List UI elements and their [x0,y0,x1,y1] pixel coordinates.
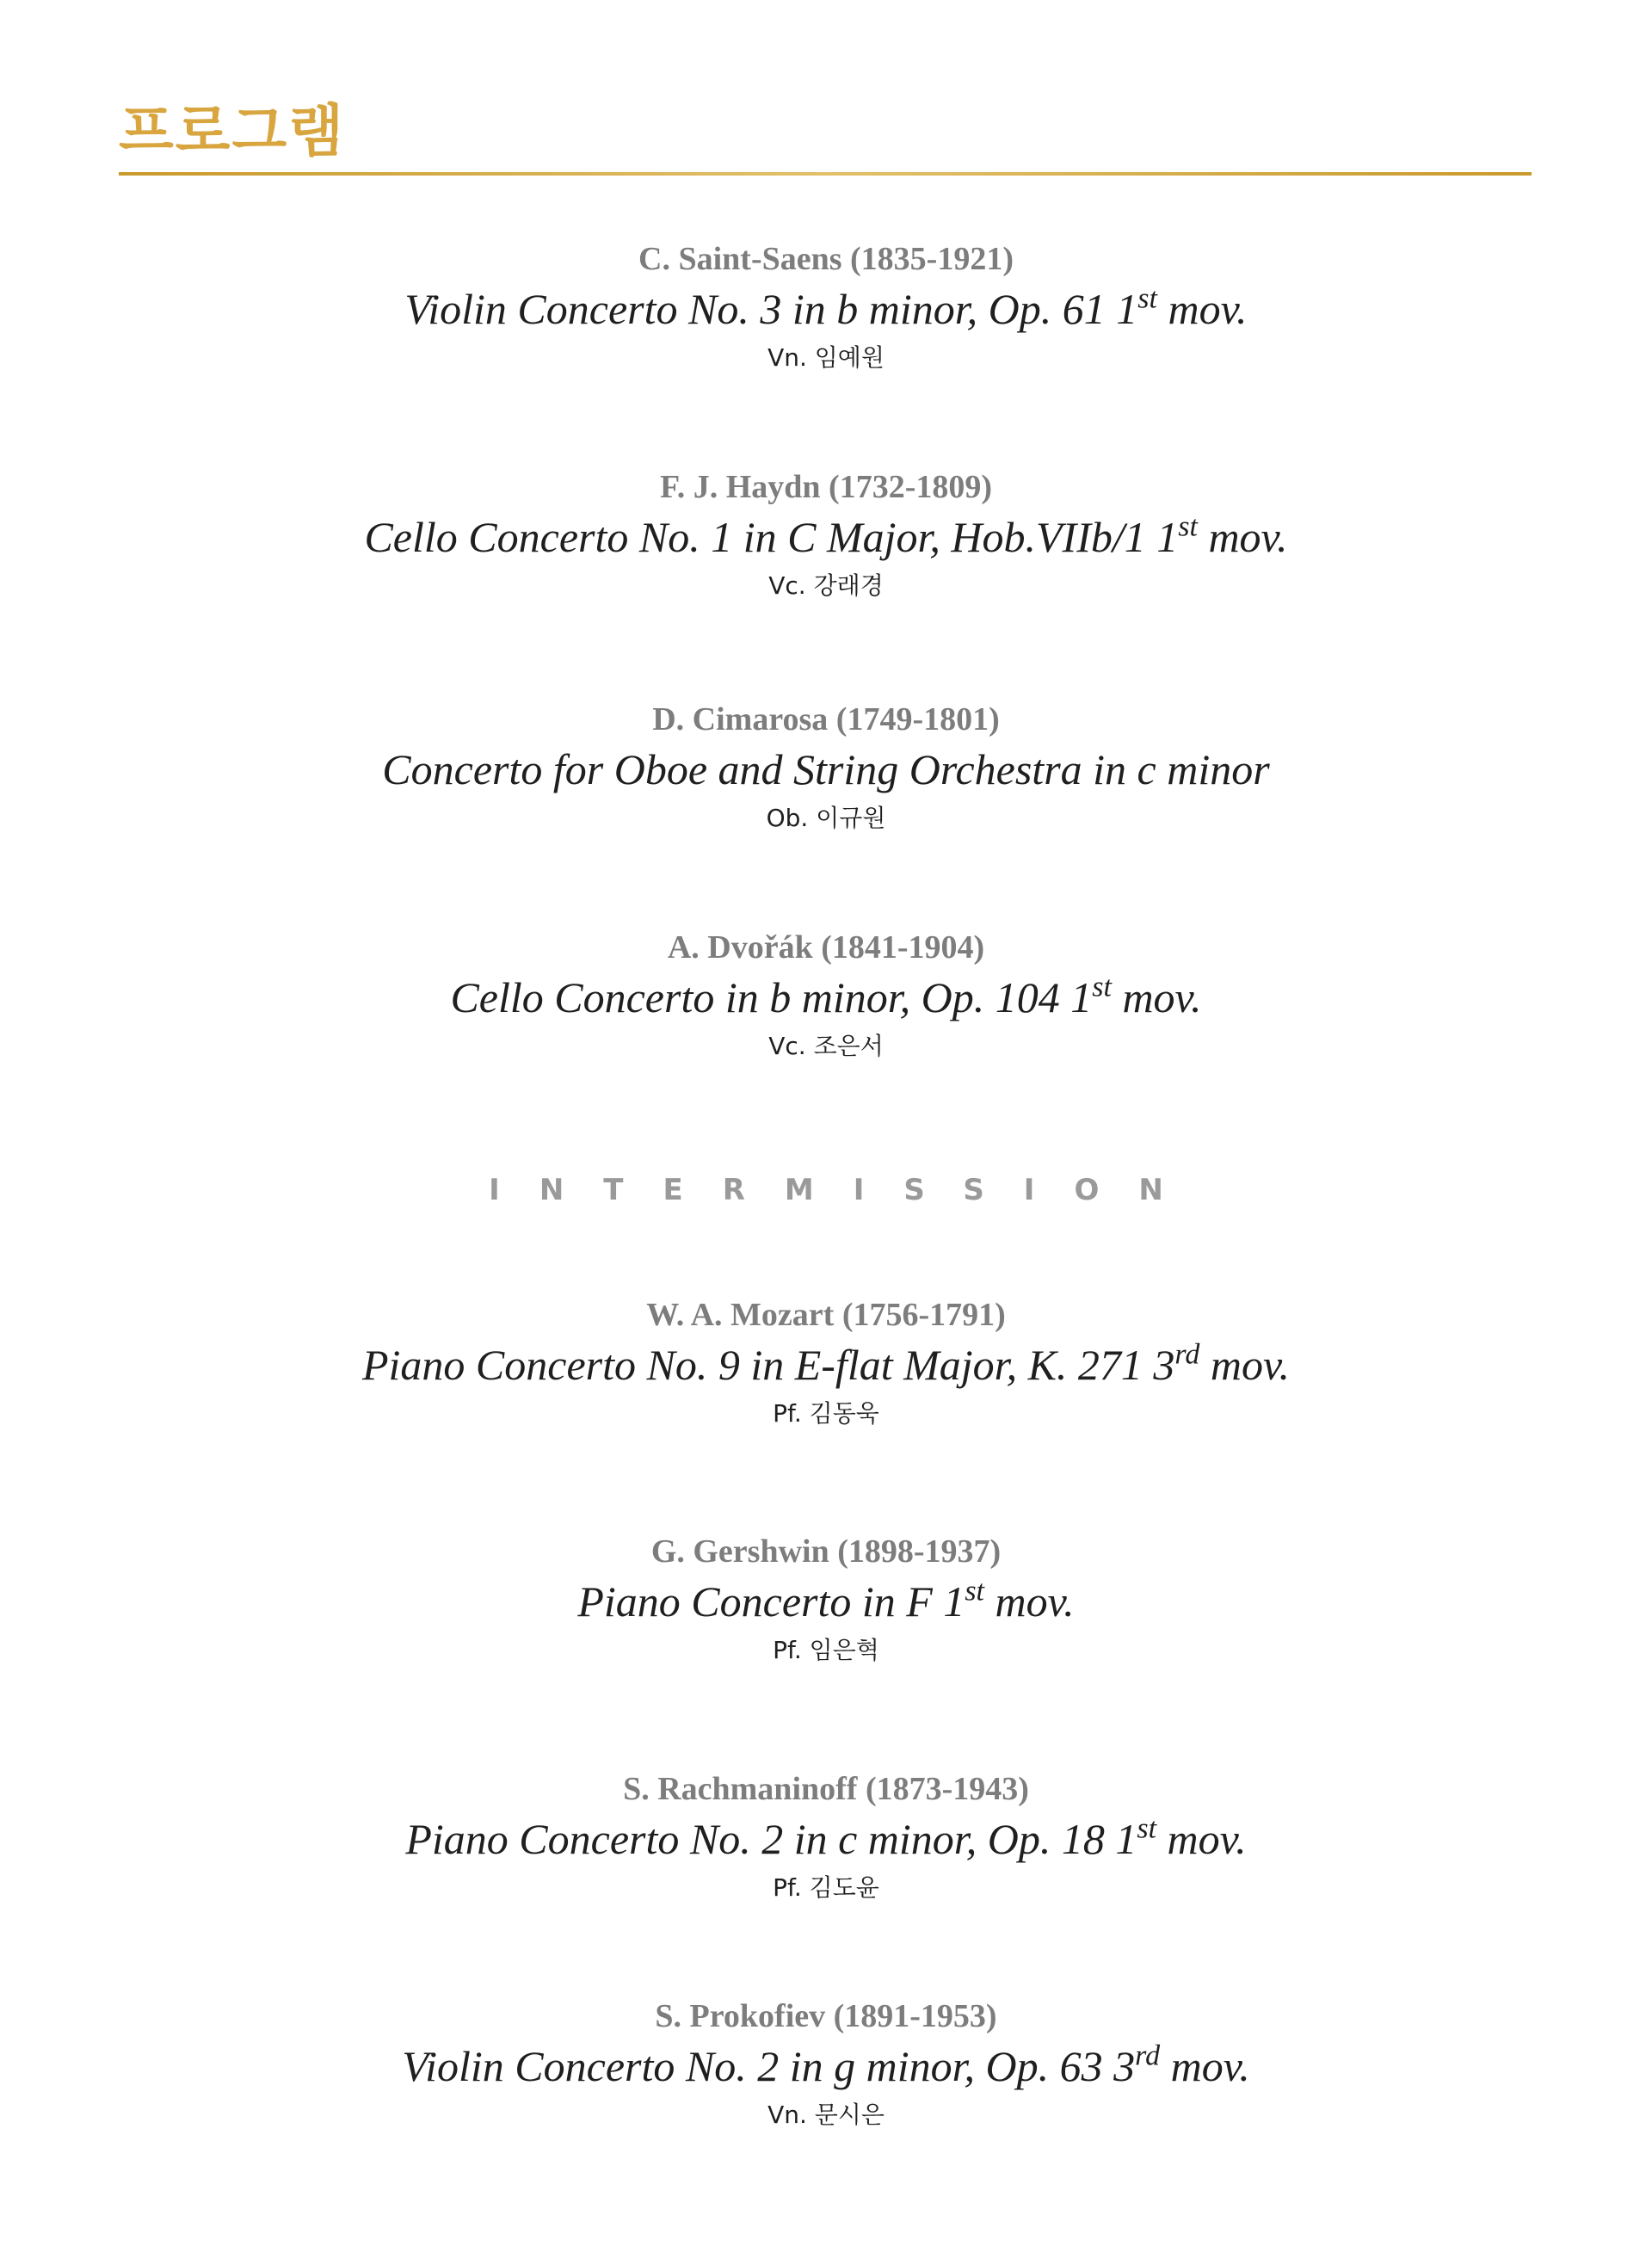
composer-name: F. J. Haydn (1732-1809) [659,469,992,505]
composer-name: W. A. Mozart (1756-1791) [646,1297,1006,1333]
work-title [0,281,1652,337]
performer: Vc. 조은서 [768,1032,884,1060]
program-item [0,1996,1652,2132]
work-title-text: Piano Concerto No. 9 in E-flat Major, K. 271 3 [361,1341,1175,1389]
movement-ordinal: st [1137,1812,1157,1845]
performer: Ob. 이규원 [766,804,886,832]
work-title-suffix: mov. [1160,2042,1250,2090]
movement-ordinal: st [1137,282,1157,315]
work-title-text: Violin Concerto No. 3 in b minor, Op. 61 1 [404,285,1138,333]
program-item [0,1769,1652,1905]
work-title [0,741,1652,798]
movement-ordinal: rd [1174,1338,1200,1371]
movement-ordinal: st [1178,510,1198,543]
program-item [0,1295,1652,1431]
work-title-suffix: mov. [984,1577,1075,1626]
movement-ordinal: rd [1135,2039,1161,2072]
work-title [0,1336,1652,1393]
work-title-text: Concerto for Oboe and String Orchestra in c minor [382,745,1270,793]
page-title: 프로그램 [119,98,346,164]
work-title [0,1573,1652,1630]
work-title-text: Violin Concerto No. 2 in g minor, Op. 63 3 [402,2042,1136,2090]
work-title-suffix: mov. [1156,285,1248,333]
program-item [0,467,1652,603]
work-title-text: Cello Concerto in b minor, Op. 104 1 [450,973,1093,1021]
performer: Vn. 임예원 [767,343,885,372]
work-title-text: Piano Concerto in F 1 [577,1577,965,1626]
composer-name: S. Rachmaninoff (1873-1943) [623,1771,1029,1807]
composer-name: D. Cimarosa (1749-1801) [652,701,1000,737]
composer-name: C. Saint-Saens (1835-1921) [638,241,1014,277]
intermission-label: INTERMISSION [489,1173,1203,1207]
work-title-suffix: mov. [1156,1815,1247,1863]
work-title [0,1811,1652,1867]
composer-name: G. Gershwin (1898-1937) [650,1533,1002,1570]
work-title-text: Piano Concerto No. 2 in c minor, Op. 18 1 [405,1815,1137,1863]
movement-ordinal: st [1092,971,1112,1003]
work-title [0,509,1652,565]
title-divider [119,172,1532,176]
work-title-suffix: mov. [1199,1341,1290,1389]
performer: Pf. 김도윤 [773,1873,879,1902]
work-title [0,969,1652,1026]
program-item [0,239,1652,375]
performer: Vn. 문시은 [767,2101,885,2129]
work-title [0,2038,1652,2095]
work-title-text: Cello Concerto No. 1 in C Major, Hob.VIIb/1 1 [364,513,1179,561]
performer: Pf. 임은혁 [773,1636,879,1664]
movement-ordinal: st [965,1575,985,1607]
composer-name: A. Dvořák (1841-1904) [667,929,985,966]
work-title-suffix: mov. [1111,973,1202,1021]
composer-name: S. Prokofiev (1891-1953) [655,1998,997,2034]
program-item [0,1532,1652,1668]
performer: Vc. 강래경 [768,571,884,600]
work-title-suffix: mov. [1197,513,1288,561]
program-item [0,928,1652,1064]
program-item [0,700,1652,836]
performer: Pf. 김동욱 [773,1399,879,1428]
